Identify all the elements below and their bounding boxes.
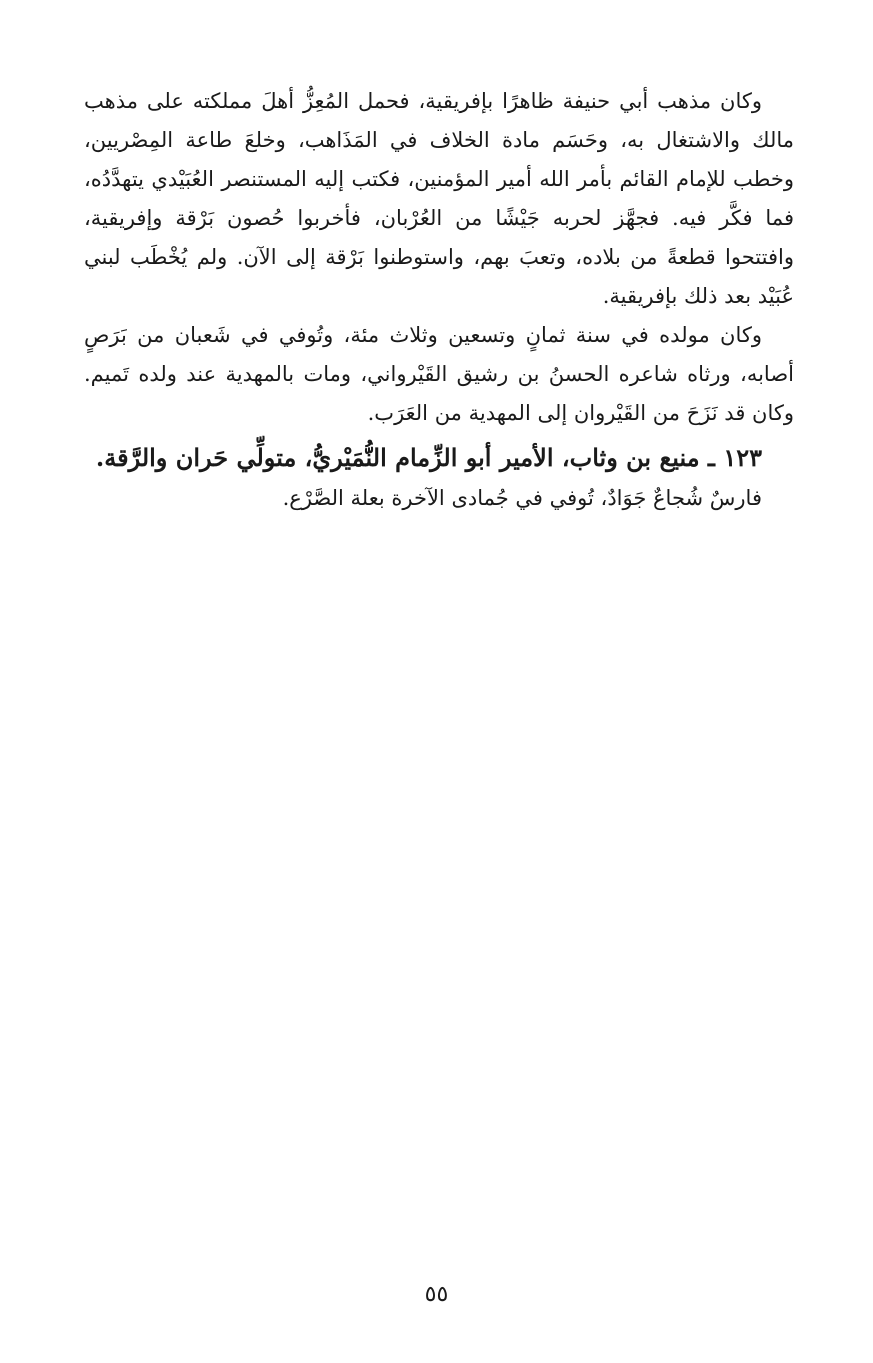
entry-number: ١٢٣: [723, 443, 762, 472]
paragraph-1: وكان مذهب أبي حنيفة ظاهرًا بإفريقية، فحمل المُعِزُّ أهلَ مملكته على مذهب مالك والاشتغال به، وحَسَم مادة الخلاف في المَذَاهب، وخلعَ طاعة المِصْريين، وخطب للإمام القائم بأمر الله أمير المؤمنين، فكتب إليه المستنصر العُبَيْدي يتهدَّدُه، فما فكَّر فيه. فجهَّز لحربه جَيْشًا من العُرْبان، فأخربوا حُصون بَرْقة وإفريقية، وافتتحوا قطعةً من بلاده، وتعبَ بهم، واستوطنوا بَرْقة إلى الآن. ولم يُخْطَب لبني عُبَيْد بعد ذلك بإفريقية.: [84, 89, 794, 308]
page-number: ٥٥: [424, 1282, 449, 1307]
entry-heading: ١٢٣ ـ منيع بن وثاب، الأمير أبو الزِّمام النُّمَيْريُّ، متولِّي حَران والرَّقة.: [95, 443, 762, 472]
paragraph-3: فارسٌ شُجاعٌ جَوَادٌ، تُوفي في جُمادى الآخرة بعلة الصَّرْع.: [282, 486, 762, 510]
entry-title: منيع بن وثاب، الأمير أبو الزِّمام النُّمَيْريُّ، متولِّي حَران والرَّقة.: [95, 443, 700, 472]
body-text: [84, 82, 794, 518]
paragraph-2: وكان مولده في سنة ثمانٍ وتسعين وثلاث مئة، وتُوفي في شَعبان من بَرَصٍ أصابه، ورثاه شاعره الحسنُ بن رشيق القَيْرواني، ومات بالمهدية عند ولده تَميم. وكان قد نَزَحَ من القَيْروان إلى المهدية من العَرَب.: [84, 323, 794, 425]
